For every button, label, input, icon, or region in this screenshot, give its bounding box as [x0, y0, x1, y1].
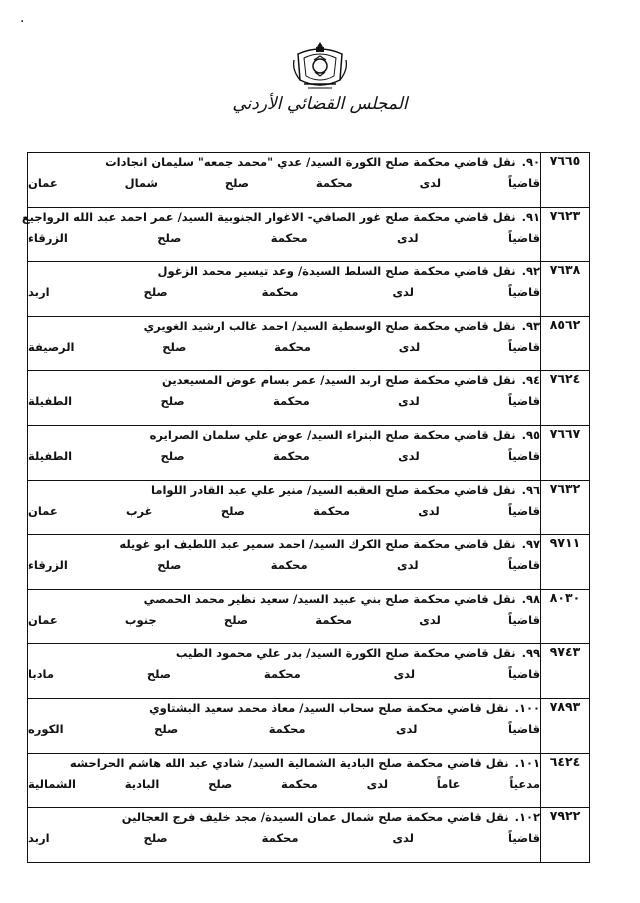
transfer-entry: [28, 644, 541, 699]
transfer-text: نقل قاضي محكمة صلح شمال عمان السيدة/ مجد خليف فرج العجالين: [121, 810, 509, 825]
transfer-entry: [28, 371, 541, 426]
transfer-entry: [28, 480, 541, 535]
destination-text: قاضياً لدى محكمة صلح اربد: [28, 285, 540, 300]
reference-number: ٧٦٢٤: [541, 371, 590, 426]
reference-number: ٧٦٢٣: [541, 207, 590, 262]
reference-number: ٨٠٣٠: [541, 589, 590, 644]
reference-number: ٩٧٤٣: [541, 644, 590, 699]
transfer-entry: [28, 698, 541, 753]
reference-number: ٧٦٣٢: [541, 480, 590, 535]
transfer-text: نقل قاضي محكمة صلح غور الصافي- الاغوار الجنوبية السيد/ عمر احمد عبد الله الرواجيع: [21, 209, 516, 224]
transfer-text: نقل قاضي محكمة صلح الوسطية السيد/ احمد غالب ارشيد الغويري: [143, 318, 516, 333]
letterhead: [0, 40, 640, 114]
organization-name: المجلس القضائي الأردني: [232, 94, 408, 114]
destination-text: قاضياً لدى محكمة صلح اربد: [28, 831, 540, 846]
coat-of-arms-icon: [290, 40, 350, 92]
table-row: [28, 316, 590, 371]
table-row: [28, 153, 590, 208]
transfers-table: [21, 152, 590, 863]
item-sequence: ٩٩.: [521, 646, 540, 661]
destination-text: قاضياً لدى محكمة صلح الزرقاء: [28, 230, 540, 245]
transfer-text: نقل قاضي محكمة صلح العقبه السيد/ منير علي عبد القادر اللواما: [151, 482, 516, 497]
transfer-entry: [28, 753, 541, 808]
transfer-text: نقل قاضي محكمة صلح السلط السيدة/ وعد تيسير محمد الزغول: [157, 264, 516, 279]
table-row: [28, 207, 590, 262]
transfer-text: نقل قاضي محكمة صلح اربد السيد/ عمر بسام عوض المسيعدين: [162, 373, 516, 388]
table-row: [28, 644, 590, 699]
reference-number: ٨٥٦٢: [541, 316, 590, 371]
item-sequence: ١٠١.: [514, 755, 540, 770]
transfer-text: نقل قاضي محكمة صلح الكرك السيد/ احمد سمير عبد اللطيف ابو غويله: [119, 537, 516, 552]
transfer-entry: [28, 535, 541, 590]
table-row: [28, 262, 590, 317]
transfer-entry: [28, 425, 541, 480]
transfer-text: نقل قاضي محكمة صلح الكورة السيد/ عدي "محمد جمعه" سليمان انجادات: [105, 155, 516, 169]
destination-text: قاضياً لدى محكمة صلح غرب عمان: [28, 503, 540, 518]
table-row: [28, 698, 590, 753]
destination-text: قاضياً لدى محكمة صلح الطفيلة: [28, 394, 540, 409]
destination-text: قاضياً لدى محكمة صلح جنوب عمان: [28, 612, 540, 627]
transfer-entry: [28, 589, 541, 644]
transfer-entry: [28, 808, 541, 863]
item-sequence: ٩٧.: [521, 537, 540, 552]
item-sequence: ٩٣.: [521, 318, 540, 333]
destination-text: قاضياً لدى محكمة صلح الزرقاء: [28, 558, 540, 573]
item-sequence: ١٠٢.: [514, 810, 540, 825]
reference-number: ٧٦٦٥: [541, 153, 590, 208]
table-row: [28, 425, 590, 480]
table-row: [28, 480, 590, 535]
reference-number: ٧٦٣٨: [541, 262, 590, 317]
transfer-text: نقل قاضي محكمة صلح البتراء السيد/ عوض علي سلمان الصرايره: [149, 427, 516, 442]
destination-text: قاضياً لدى محكمة صلح الطفيلة: [28, 448, 540, 463]
item-sequence: ٩٦.: [521, 482, 540, 497]
table-row: [28, 753, 590, 808]
item-sequence: ٩٥.: [521, 427, 540, 442]
reference-number: ٧٨٩٣: [541, 698, 590, 753]
item-sequence: ٩٢.: [521, 264, 540, 279]
transfer-entry: [21, 207, 541, 262]
item-sequence: ٩١.: [521, 209, 540, 224]
destination-text: قاضياً لدى محكمة صلح الكوره: [28, 721, 540, 736]
destination-text: مدعياً عاماً لدى محكمة صلح البادية الشمالية: [28, 776, 540, 791]
item-sequence: ١٠٠.: [514, 700, 540, 715]
item-sequence: ٩٠.: [521, 155, 540, 169]
destination-text: قاضياً لدى محكمة صلح شمال عمان: [28, 176, 540, 190]
transfer-entry: [28, 262, 541, 317]
page-mark: .: [20, 10, 25, 26]
reference-number: ٧٩٢٢: [541, 808, 590, 863]
transfer-entry: [28, 316, 541, 371]
transfer-text: نقل قاضي محكمة صلح بني عبيد السيد/ سعيد نظير محمد الحمصي: [143, 591, 516, 606]
reference-number: ٧٦٦٧: [541, 425, 590, 480]
table-row: [28, 808, 590, 863]
transfer-entry: [28, 153, 541, 208]
item-sequence: ٩٤.: [521, 373, 540, 388]
table-row: [28, 371, 590, 426]
table-row: [28, 589, 590, 644]
item-sequence: ٩٨.: [521, 591, 540, 606]
reference-number: ٦٤٢٤: [541, 753, 590, 808]
reference-number: ٩٧١١: [541, 535, 590, 590]
table-row: [28, 535, 590, 590]
transfer-text: نقل قاضي محكمة صلح الكورة السيد/ بدر علي محمود الطيب: [175, 646, 516, 661]
transfer-text: نقل قاضي محكمة صلح البادية الشمالية السيد/ شادي عبد الله هاشم الحراحشه: [69, 755, 509, 770]
destination-text: قاضياً لدى محكمة صلح مادبا: [28, 667, 540, 682]
transfer-text: نقل قاضي محكمة صلح سحاب السيد/ معاذ محمد سعيد البشتاوي: [149, 700, 509, 715]
destination-text: قاضياً لدى محكمة صلح الرصيفة: [28, 339, 540, 354]
